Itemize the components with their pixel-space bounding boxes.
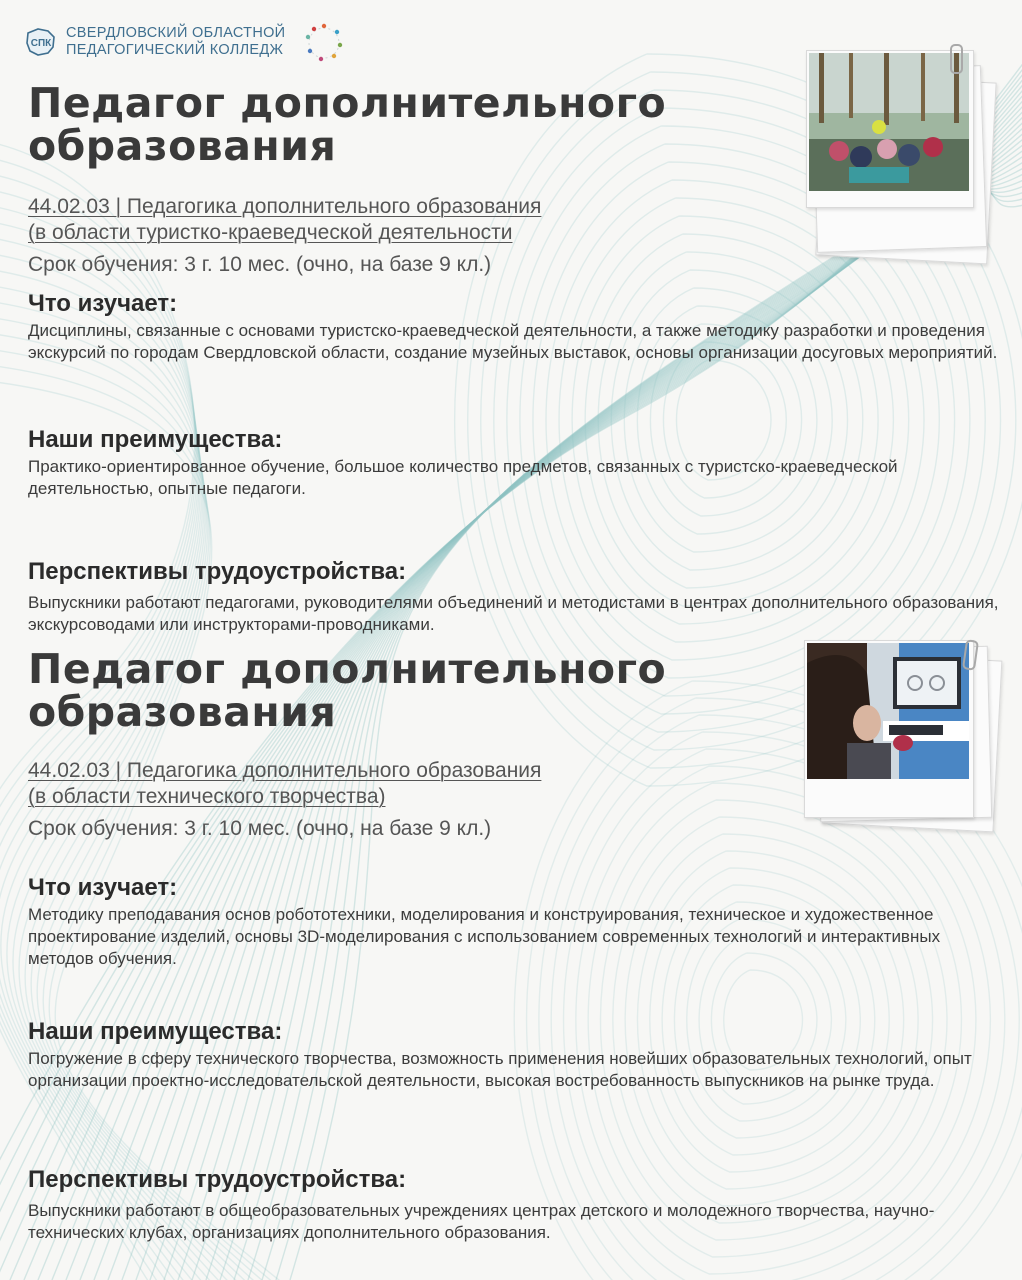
career-text: Выпускники работают педагогами, руководителями объединений и методистами в центрах дополнительного образования, экскурсоводами или инструкторами-проводниками.: [28, 593, 999, 634]
college-name: [66, 25, 285, 59]
polaroid-photo: [804, 640, 974, 818]
program-title: Педагог дополнительного образования: [28, 645, 667, 736]
header: [24, 16, 285, 68]
college-name-line1: СВЕРДЛОВСКИЙ ОБЛАСТНОЙ: [66, 25, 286, 41]
program-code-line-1[interactable]: 44.02.03 | Педагогика дополнительного образования: [28, 759, 542, 782]
program-code-line-1[interactable]: 44.02.03 | Педагогика дополнительного образования: [28, 195, 542, 218]
advantages-heading: Наши преимущества:: [28, 1018, 283, 1045]
studies-text: Методику преподавания основ робототехники, моделирования и конструирования, техническое и художественное проектирование изделий, основы 3D-моделирования с использованием современных технологий и интерактивных методов обучения.: [28, 905, 941, 968]
paper-clip-icon: [950, 44, 963, 74]
study-duration: Срок обучения: 3 г. 10 мес. (очно, на базе 9 кл.): [28, 817, 492, 840]
partner-logo-icon: [294, 16, 354, 68]
college-logo-letters: СПК: [30, 38, 52, 49]
career-heading: Перспективы трудоустройства:: [28, 1166, 407, 1193]
technical-class-photo: [807, 643, 969, 779]
program-code-line-2[interactable]: (в области технического творчества): [28, 785, 386, 808]
program-title: Педагог дополнительного образования: [28, 79, 667, 170]
studies-heading: Что изучает:: [28, 874, 178, 901]
photo-stack: [806, 44, 1006, 262]
advantages-heading: Наши преимущества:: [28, 426, 283, 453]
polaroid-photo: [806, 50, 974, 208]
career-heading: Перспективы трудоустройства:: [28, 558, 407, 585]
studies-heading: Что изучает:: [28, 290, 178, 317]
career-text: Выпускники работают в общеобразовательных учреждениях центрах детского и молодежного творчества, научно-технических клубах, организациях дополнительного образования.: [28, 1201, 935, 1242]
study-duration: Срок обучения: 3 г. 10 мес. (очно, на базе 9 кл.): [28, 253, 492, 276]
program-code-line-2[interactable]: (в области туристко-краеведческой деятельности: [28, 221, 513, 244]
college-logo-icon: [24, 25, 58, 59]
tourism-class-photo: [809, 53, 969, 191]
advantages-text: Погружение в сферу технического творчества, возможность применения новейших образовательных технологий, опыт организации проектно-исследовательской деятельности, высокая востребованность выпускников на рынке труда.: [28, 1049, 972, 1090]
college-name-line2: ПЕДАГОГИЧЕСКИЙ КОЛЛЕДЖ: [66, 42, 284, 58]
studies-text: Дисциплины, связанные с основами туристско-краеведческой деятельности, а также методику разработки и проведения экскурсий по городам Свердловской области, создание музейных выставок, основы организации досуговых мероприятий.: [28, 321, 998, 362]
photo-stack: [804, 640, 1014, 836]
advantages-text: Практико-ориентированное обучение, большое количество предметов, связанных с туристско-краеведческой деятельностью, опытные педагоги.: [28, 457, 898, 498]
